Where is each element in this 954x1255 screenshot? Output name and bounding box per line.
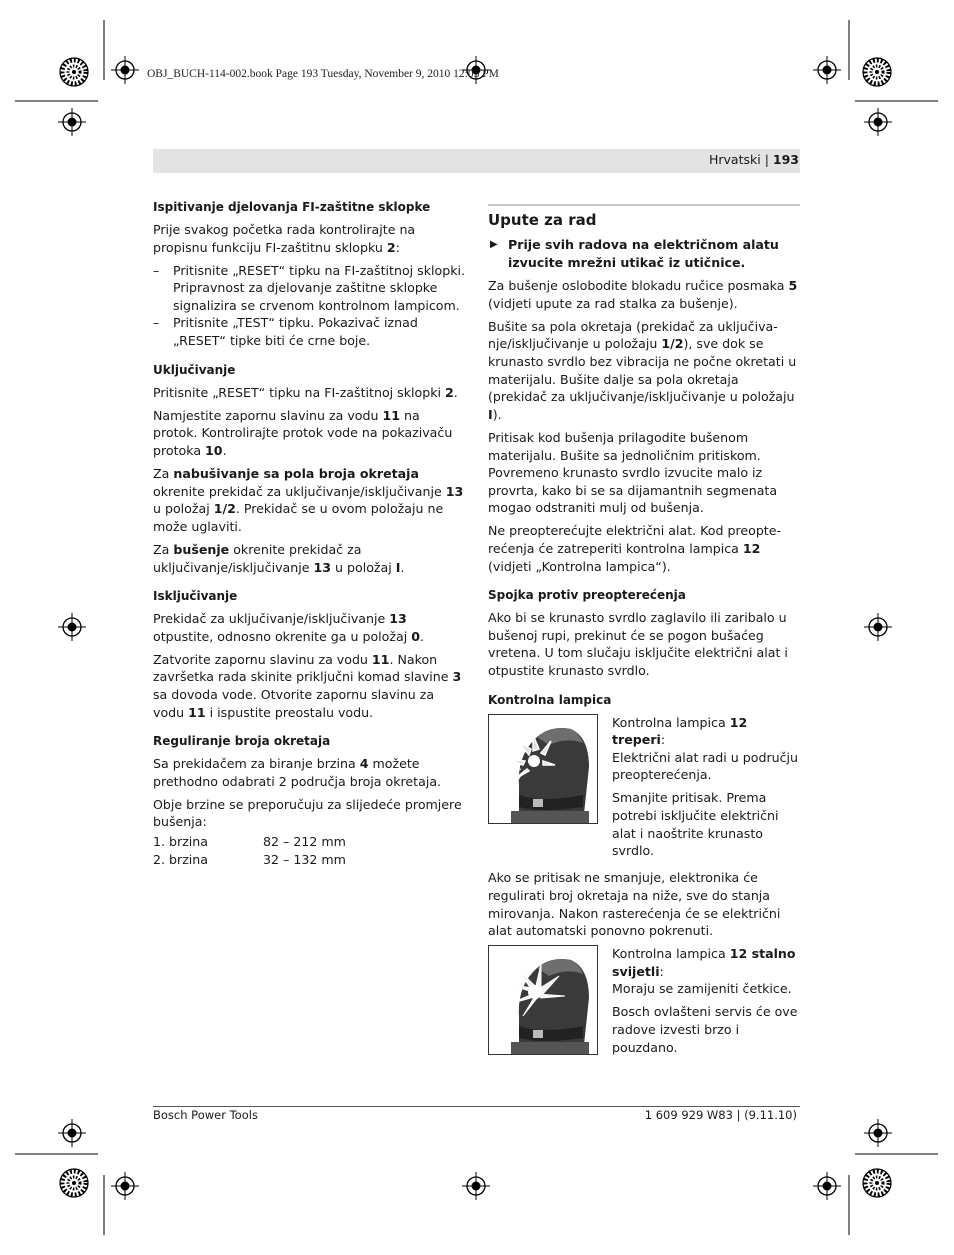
paragraph: Moraju se zamijeniti četkice. <box>612 981 792 997</box>
paragraph: Kontrolna lampica 12 treperi: <box>612 714 748 748</box>
left-column <box>153 199 465 868</box>
paragraph: Ako bi se krunasto svrdlo zaglavilo ili zaribalo u bušenoj rupi, prekinut će se pogon bušaćeg vretena. U tom slučaju isključite električni alat i otpustite krunasto svrdlo. <box>488 610 788 678</box>
paragraph: Za bušenje oslobodite blokadu ručice posmaka 5 (vidjeti upute za rad stalka za bušenje). <box>488 278 798 311</box>
play-triangle-icon: ▶ <box>490 239 498 250</box>
header-bar <box>153 149 800 173</box>
fi-test-steps <box>153 262 465 350</box>
page-number: 193 <box>772 152 799 167</box>
fi-test-intro: Prije svakog početka rada kontrolirajte na propisnu funkciju FI-zaštitnu sklopku 2: <box>153 222 416 255</box>
footer-brand: Bosch Power Tools <box>153 1108 258 1122</box>
footer-doc-number: 1 609 929 W83 | (9.11.10) <box>644 1108 797 1122</box>
table-row: 1. brzina 82 – 212 mm <box>153 834 346 850</box>
paragraph: Ako se pritisak ne smanjuje, elektronika će regulirati broj okretaja na niže, sve do stanja mirovanja. Nakon rasterećenja će se električni alat automatski ponovno pokrenuti. <box>488 870 781 939</box>
paragraph: Za bušenje okrenite prekidač za uključivanje/isključivanje 13 u položaj I. <box>153 541 405 575</box>
right-column <box>488 204 800 1066</box>
section-heading-control-lamp: Kontrolna lampica <box>488 692 612 707</box>
section-heading-fi-test: Ispitivanje djelovanja FI-zaštitne sklopke <box>153 200 431 214</box>
page-header <box>709 152 799 167</box>
paragraph: Pritisnite „RESET“ tipku na FI-zaštitnoj sklopki 2. <box>153 384 458 400</box>
paragraph: Namjestite zapornu slavinu za vodu 11 na protok. Kontrolirajte protok vode na pokazivaču protoka 10. <box>153 407 453 458</box>
control-lamp-flashing-figure <box>488 714 800 866</box>
paragraph: Električni alat radi u području preopterećenja. <box>612 749 799 783</box>
list-item: – Pritisnite „TEST“ tipku. Pokazivač iznad „RESET“ tipke biti će crne boje. <box>153 315 418 349</box>
control-lamp-steady-text <box>612 945 800 1062</box>
paragraph: Kontrolna lampica 12 stalno svijetli: <box>612 946 796 979</box>
paragraph: Smanjite pritisak. Prema potrebi isključite električni alat i naoštrite krunasto svrdlo. <box>612 790 779 859</box>
section-heading-overload-clutch: Spojka protiv preopterećenja <box>488 588 686 603</box>
paragraph: Bušite sa pola okretaja (prekidač za uključiva-nje/isključivanje u položaju 1/2), sve dok se krunasto svrdlo bez vibracija ne počne okretati u materijalu. Bušite dalje sa pola okretaja (prekidač za uključivanje/isključivanje u položaju I). <box>488 318 797 422</box>
paragraph: Bosch ovlašteni servis će ove radove izvesti brzo i pouzdano. <box>612 1004 798 1055</box>
paragraph: Zatvorite zapornu slavinu za vodu 11. Nakon završetka rada skinite priključni komad slavine 3 sa dovoda vode. Otvorite zapornu slavinu za vodu 11 i ispustite preostalu vodu. <box>153 651 462 720</box>
paragraph: Sa prekidačem za biranje brzina 4 možete prethodno odabrati 2 područja broja okretaja. <box>153 756 442 789</box>
paragraph: Pritisak kod bušenja prilagodite bušenom materijalu. Bušite sa jednoličnim pritiskom. Povremeno krunasto svrdlo izvucite malo iz provrta, kako bi se sa dijamantnih segmenata mogao odstraniti mulj od bušenja. <box>488 429 778 516</box>
section-heading-switching-off: Isključivanje <box>153 589 238 604</box>
paragraph: Prekidač za uključivanje/isključivanje 13 otpustite, odnosno okrenite ga u položaj 0. <box>153 611 424 644</box>
tool-lamp-flashing-image <box>488 714 598 824</box>
paragraph: Obje brzine se preporučuju za slijedeće promjere bušenja: <box>153 796 462 830</box>
paragraph: Ne preopterećujte električni alat. Kod preopte-rećenja će zatreperiti kontrolna lampica 12 (vidjeti „Kontrolna lampica“). <box>488 523 782 574</box>
footer-divider <box>153 1106 800 1107</box>
section-heading-switching-on: Uključivanje <box>153 362 236 377</box>
warning-note: ▶ Prije svih radova na električnom alatu izvucite mrežni utikač iz utičnice. <box>490 237 779 270</box>
section-heading-speed-regulation: Reguliranje broja okretaja <box>153 734 331 749</box>
table-row: 2. brzina 32 – 132 mm <box>153 851 346 867</box>
paragraph: Za nabušivanje sa pola broja okretaja okrenite prekidač za uključivanje/isključivanje 13 u položaj 1/2. Prekidač se u ovom položaju ne može uglaviti. <box>153 466 464 534</box>
slug-line: OBJ_BUCH-114-002.book Page 193 Tuesday, November 9, 2010 12:05 PM <box>147 68 499 80</box>
section-title: Upute za rad <box>488 204 800 230</box>
tool-lamp-steady-image <box>488 945 598 1055</box>
control-lamp-flashing-text <box>612 714 800 866</box>
list-item: – Pritisnite „RESET“ tipku na FI-zaštitnoj sklopki. Pripravnost za djelovanje zaštitne sklopke signalizira se crvenom kontrolnom lampicom. <box>153 262 465 313</box>
header-separator: | <box>764 152 769 167</box>
control-lamp-steady-figure <box>488 945 800 1062</box>
header-language: Hrvatski <box>708 152 761 167</box>
